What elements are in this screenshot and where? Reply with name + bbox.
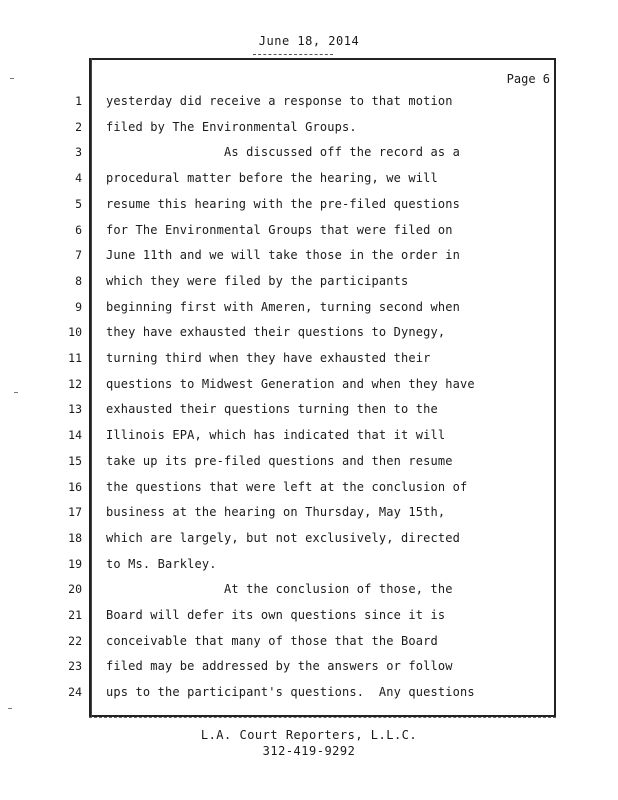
footer-rule — [89, 717, 556, 720]
line-number: 3 — [75, 145, 82, 160]
line-text: questions to Midwest Generation and when they have — [106, 376, 475, 391]
line-number: 21 — [68, 608, 82, 622]
line-number: 7 — [75, 248, 82, 263]
line-number: 22 — [68, 633, 82, 648]
line-number: 9 — [75, 299, 82, 314]
scan-mark — [10, 78, 14, 79]
line-number: 15 — [68, 453, 82, 468]
line-text: take up its pre-filed questions and then resume — [106, 453, 453, 468]
line-text: for The Environmental Groups that were filed on — [106, 222, 453, 237]
line-number: 20 — [68, 582, 82, 597]
line-text: beginning first with Ameren, turning second when — [106, 299, 460, 314]
header-date: June 18, 2014 — [258, 34, 360, 48]
line-text: Illinois EPA, which has indicated that it will — [106, 428, 446, 443]
line-text: ups to the participant's questions. Any questions — [106, 685, 475, 700]
page-number: Page 6 — [506, 72, 550, 86]
line-number: 1 — [75, 94, 82, 108]
line-number: 2 — [75, 119, 82, 134]
line-text: the questions that were left at the conclusion of — [106, 479, 468, 494]
line-text: to Ms. Barkley. — [106, 556, 217, 571]
line-number: 6 — [75, 222, 82, 237]
line-text: exhausted their questions turning then to the — [106, 402, 438, 417]
scan-mark — [14, 392, 18, 393]
line-text: At the conclusion of those, the — [106, 582, 453, 597]
line-text: procedural matter before the hearing, we will — [106, 171, 438, 186]
line-text: June 11th and we will take those in the order in — [106, 248, 460, 263]
line-number: 12 — [68, 376, 82, 391]
line-text: turning third when they have exhausted their — [106, 351, 431, 365]
line-text: which are largely, but not exclusively, directed — [106, 530, 460, 545]
footer-company: L.A. Court Reporters, L.L.C. — [200, 728, 418, 742]
line-text: they have exhausted their questions to Dynegy, — [106, 325, 446, 340]
line-number: 10 — [68, 325, 82, 340]
line-text: yesterday did receive a response to that motion — [106, 94, 453, 108]
line-number: 18 — [68, 530, 82, 545]
margin-rule — [91, 58, 93, 717]
line-number: 24 — [68, 685, 82, 700]
line-number: 16 — [68, 479, 82, 494]
line-text: Board will defer its own questions since it is — [106, 608, 446, 622]
line-text: filed by The Environmental Groups. — [106, 119, 357, 134]
line-text: resume this hearing with the pre-filed questions — [106, 196, 460, 211]
footer-phone: 312-419-9292 — [262, 744, 356, 758]
line-number: 17 — [68, 505, 82, 520]
line-number: 8 — [75, 273, 82, 288]
line-text: As discussed off the record as a — [106, 145, 460, 160]
line-number: 4 — [75, 171, 82, 186]
line-number: 13 — [68, 402, 82, 417]
line-number: 5 — [75, 196, 82, 211]
line-text: business at the hearing on Thursday, May 15th, — [106, 505, 446, 520]
line-text: conceivable that many of those that the Board — [106, 633, 438, 648]
line-text: filed may be addressed by the answers or follow — [106, 659, 453, 674]
line-text: which they were filed by the participants — [106, 273, 409, 288]
line-number: 19 — [68, 556, 82, 571]
line-number: 14 — [68, 428, 82, 443]
header-rule — [253, 54, 333, 56]
scan-mark — [8, 708, 12, 709]
line-number: 23 — [68, 659, 82, 674]
line-number: 11 — [68, 351, 82, 365]
